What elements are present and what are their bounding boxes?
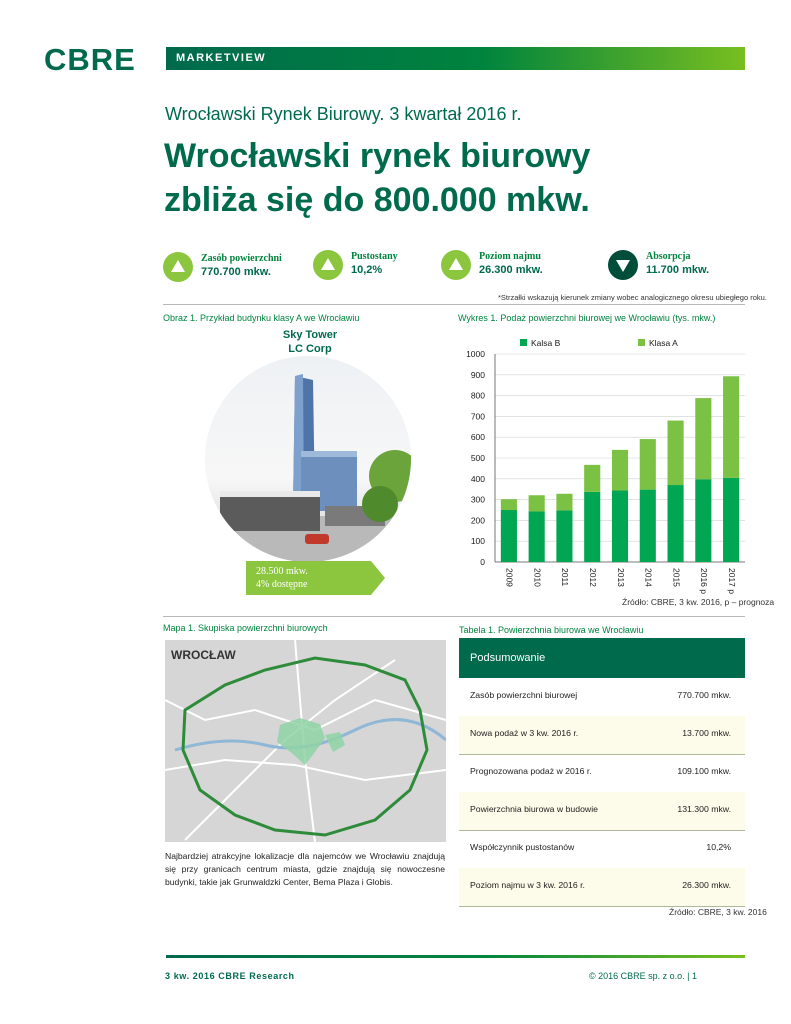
bar-klasa-a — [612, 450, 628, 491]
cbre-logo: CBRE — [44, 42, 136, 77]
row-label: Powierzchnia biurowa w budowie — [470, 804, 598, 814]
city-map — [165, 640, 446, 842]
kpi-footnote: *Strzałki wskazują kierunek zmiany wobec analogicznego okresu ubiegłego roku. — [498, 293, 767, 302]
kpi-label: Absorpcja — [646, 251, 691, 262]
building-photo — [205, 356, 411, 562]
chart-source: Źródło: CBRE, 3 kw. 2016, p – prognoza — [622, 597, 775, 607]
bar-kalsa-b — [612, 490, 628, 562]
badge-area: 28.500 mkw. — [256, 566, 308, 577]
row-label: Poziom najmu w 3 kw. 2016 r. — [470, 880, 585, 890]
chart-caption: Wykres 1. Podaż powierzchni biurowej we Wrocławiu (tys. mkw.) — [458, 313, 716, 323]
table-row — [459, 868, 745, 907]
bar-kalsa-b — [501, 510, 517, 562]
bar-klasa-a — [501, 499, 517, 510]
legend-label: Klasa A — [649, 338, 678, 348]
x-tick-label: 2014 — [643, 568, 654, 587]
x-tick-label: 2010 — [532, 568, 543, 587]
bar-klasa-a — [556, 494, 572, 511]
row-value: 770.700 mkw. — [677, 690, 731, 700]
y-tick-label: 800 — [470, 390, 485, 401]
table-source: Źródło: CBRE, 3 kw. 2016 — [669, 907, 767, 917]
building-illustration — [205, 356, 411, 562]
y-tick-label: 500 — [470, 453, 485, 463]
table-row — [459, 716, 745, 755]
row-value: 26.300 mkw. — [682, 880, 731, 890]
legend-label: Kalsa B — [531, 338, 561, 348]
y-tick-label: 300 — [470, 494, 485, 505]
headline-line-1: Wrocławski rynek biurowy — [164, 137, 591, 175]
kpi-label: Pustostany — [351, 251, 398, 262]
section-label: MARKETVIEW — [176, 52, 267, 64]
table-header — [459, 638, 745, 678]
y-tick-label: 400 — [470, 473, 485, 484]
table-row — [459, 754, 745, 793]
bar-kalsa-b — [584, 492, 600, 562]
row-value: 10,2% — [706, 842, 731, 852]
row-label: Zasób powierzchni biurowej — [470, 690, 578, 700]
legend-swatch — [638, 339, 645, 346]
divider — [163, 304, 745, 305]
y-tick-label: 600 — [470, 432, 485, 443]
x-tick-label: 2012 — [587, 568, 598, 587]
y-tick-label: 200 — [470, 515, 485, 526]
availability-badge — [246, 561, 371, 595]
footer-bar — [166, 955, 745, 958]
y-tick-label: 0 — [480, 557, 485, 567]
kpi-label: Zasób powierzchni — [201, 253, 282, 264]
photo-caption: Obraz 1. Przykład budynku klasy A we Wrocławiu — [163, 313, 360, 323]
building-name — [260, 329, 360, 357]
kpi-value: 11.700 mkw. — [646, 264, 710, 276]
bar-klasa-a — [640, 439, 656, 490]
bar-kalsa-b — [723, 478, 739, 562]
marketview-banner — [166, 47, 745, 70]
bar-kalsa-b — [695, 479, 711, 562]
arrow-up-icon — [313, 250, 343, 280]
y-tick-label: 700 — [470, 411, 485, 422]
footer-left: 3 kw. 2016 CBRE Research — [165, 971, 295, 981]
row-value: 131.300 mkw. — [677, 804, 731, 814]
map-city-label: WROCŁAW — [171, 648, 236, 662]
bar-kalsa-b — [640, 490, 656, 562]
kpi-value: 770.700 mkw. — [201, 266, 271, 278]
building-title: Sky Tower — [282, 329, 338, 341]
arrow-down-icon — [608, 250, 638, 280]
bar-klasa-a — [668, 421, 684, 485]
y-tick-label: 900 — [470, 369, 485, 380]
office-clusters-map — [165, 640, 446, 842]
x-tick-label: 2009 — [504, 568, 515, 587]
x-tick-label: 2013 — [615, 568, 626, 587]
row-value: 13.700 mkw. — [682, 728, 731, 738]
bar-klasa-a — [529, 495, 545, 511]
supply-chart — [455, 332, 750, 602]
badge-availability: 4% dostępne — [256, 579, 308, 590]
divider — [163, 616, 745, 617]
map-description: Najbardziej atrakcyjne lokalizacje dla najemców we Wrocławiu znajdują się przy granicach centrum miasta, gdzie znajdują się nowoczesne budynki, takie jak Grunwaldzki Center, Bema Plaza i Globis. — [165, 851, 445, 887]
table-caption: Tabela 1. Powierzchnia biurowa we Wrocławiu — [459, 625, 644, 635]
map-caption: Mapa 1. Skupiska powierzchni biurowych — [163, 623, 328, 633]
x-tick-label: 2015 — [671, 568, 682, 587]
legend-swatch — [520, 339, 527, 346]
table-header-label: Podsumowanie — [470, 652, 546, 664]
kpi-office-stock — [163, 252, 313, 288]
kpi-label: Poziom najmu — [479, 251, 541, 262]
arrow-up-icon — [441, 250, 471, 280]
kpi-value: 10,2% — [351, 264, 383, 276]
row-label: Współczynnik pustostanów — [470, 842, 575, 852]
building-developer: LC Corp — [288, 342, 332, 355]
headline — [164, 134, 724, 222]
headline-line-2: zbliża się do 800.000 mkw. — [164, 181, 590, 220]
report-subtitle: Wrocławski Rynek Biurowy. 3 kwartał 2016 r. — [165, 104, 522, 124]
table-row — [459, 830, 745, 869]
bar-klasa-a — [695, 398, 711, 479]
kpi-value: 26.300 mkw. — [479, 264, 543, 276]
kpi-take-up — [441, 250, 591, 286]
kpi-absorption — [608, 250, 758, 286]
y-tick-label: 1000 — [466, 349, 485, 359]
x-tick-label: 2017 p — [726, 568, 737, 594]
row-value: 109.100 mkw. — [677, 766, 731, 776]
bar-kalsa-b — [668, 485, 684, 562]
bar-kalsa-b — [556, 510, 572, 562]
table-row — [459, 792, 745, 831]
arrow-up-icon — [163, 252, 193, 282]
footer-right: © 2016 CBRE sp. z o.o. | 1 — [589, 971, 698, 981]
bar-klasa-a — [584, 465, 600, 492]
table-row — [459, 678, 745, 717]
y-tick-label: 100 — [470, 536, 485, 547]
x-tick-label: 2016 p — [699, 568, 710, 594]
x-tick-label: 2011 — [560, 568, 571, 587]
row-label: Prognozowana podaż w 2016 r. — [470, 766, 592, 776]
bar-kalsa-b — [529, 511, 545, 562]
bar-klasa-a — [723, 376, 739, 478]
row-label: Nowa podaż w 3 kw. 2016 r. — [470, 728, 579, 738]
